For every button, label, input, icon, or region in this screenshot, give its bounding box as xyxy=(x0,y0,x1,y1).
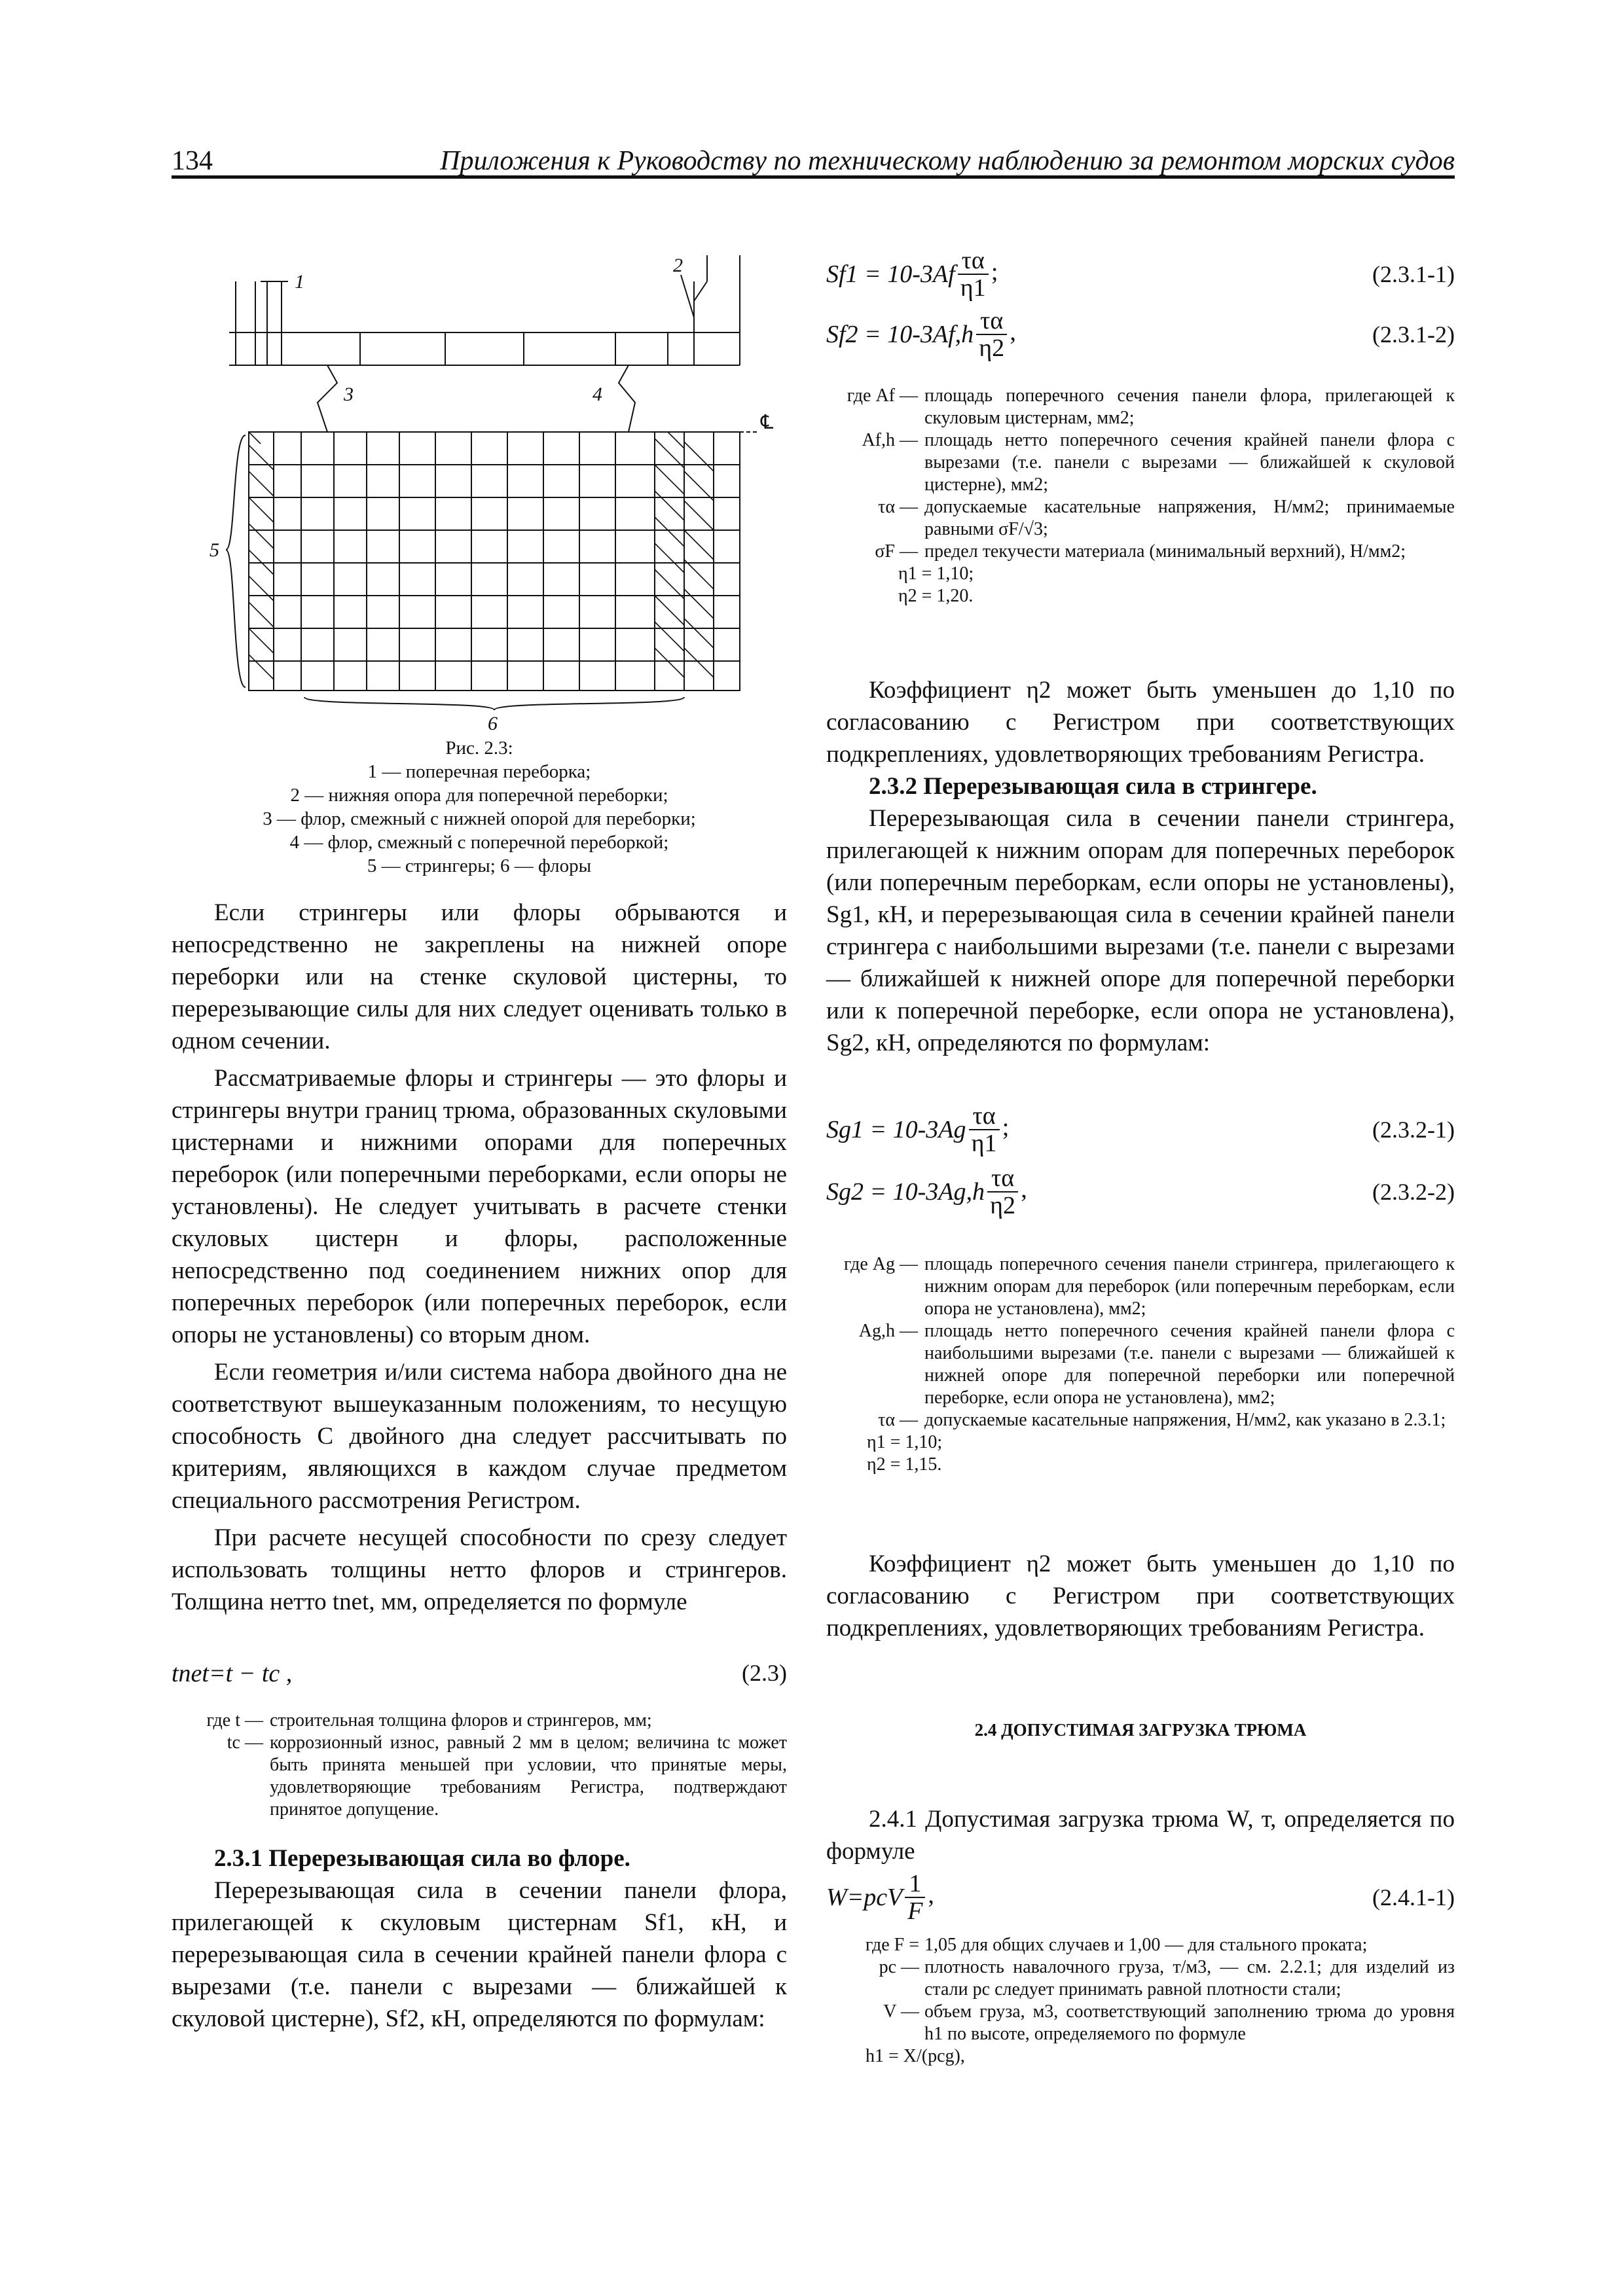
definition-item xyxy=(826,1934,1455,1956)
page-number: 134 xyxy=(172,146,213,176)
denominator: η2 xyxy=(990,1192,1016,1219)
denominator: η1 xyxy=(971,1130,997,1157)
definition-item xyxy=(826,2045,1455,2068)
def-label: где F = xyxy=(865,1935,919,1955)
def-text: допускаемые касательные напряжения, Н/мм2, как указано в 2.3.1; xyxy=(924,1410,1446,1430)
paragraph: Если геометрия и/или система набора двойного дна не соответствуют вышеуказанным положениям, то несущую способность C двойного дна следует рассчитывать по критериям, являющихся в каждом случае предметом специального рассмотрения Регистром. xyxy=(172,1359,787,1514)
centerline-symbol: ℄ xyxy=(761,412,774,433)
def-text: η2 = 1,20. xyxy=(898,586,974,606)
paragraph: Рассматриваемые флоры и стрингеры — это флоры и стрингеры внутри границ трюма, образованных скуловыми цистернами и нижними опорами для поперечных переборок (или поперечными переборками, если опоры не установлены). Не следует учитывать в расчете стенки скуловых цистерн и флоры, расположенные непосредственно под соединением нижних опор для поперечных переборок (или поперечных переборок, если опоры не установлены) со вторым дном. xyxy=(172,1065,787,1348)
def-text: объем груза, м3, соответствующий заполнению трюма до уровня h1 по высоте, определяемого по формуле xyxy=(924,2001,1455,2044)
def-label: tc — xyxy=(227,1732,263,1753)
def-label: Af,h — xyxy=(862,430,918,450)
fig-label-5: 5 xyxy=(210,539,219,561)
def-text: плотность навалочного груза, т/м3, — см. 2.2.1; для изделий из стали pc следует принимать равной плотности стали; xyxy=(924,1957,1455,2000)
paragraph: Перерезывающая сила в сечении панели стрингера, прилегающей к нижним опорам для поперечных переборок (или поперечным переборкам, если опоры не установлены), Sg1, кН, и перерезывающая сила в сечении крайней панели стрингера с наибольшими вырезами (т.е. панели с вырезами — ближайшей к нижней опоре для поперечной переборки или к поперечной переборке, если опора не установлена), Sg2, кН, определяются по формулам: xyxy=(826,805,1455,1056)
formula-number: (2.3) xyxy=(742,1660,787,1686)
denominator: F xyxy=(907,1897,923,1925)
formula-number: (2.3.2-1) xyxy=(1372,1117,1455,1143)
fraction xyxy=(976,308,1007,361)
definition-item xyxy=(172,1732,787,1821)
definitions-2-3-1 xyxy=(826,385,1455,607)
definitions-2-4-1 xyxy=(826,1934,1455,2068)
figure-caption xyxy=(172,736,787,878)
numerator: τα xyxy=(976,308,1007,335)
caption-line: 5 — стрингеры; 6 — флоры xyxy=(367,855,592,876)
definition-item xyxy=(826,541,1455,563)
denominator: η1 xyxy=(960,274,986,302)
section-2-4-heading: 2.4 ДОПУСТИМАЯ ЗАГРУЗКА ТРЮМА xyxy=(974,1720,1307,1740)
def-label: V — xyxy=(883,2001,919,2022)
section-heading: 2.3.1 Перерезывающая сила во флоре. xyxy=(214,1845,630,1872)
formula-tail: , xyxy=(928,1881,934,1909)
caption-line: 4 — флор, смежный с поперечной переборкой; xyxy=(289,832,669,853)
def-text: строительная толщина флоров и стрингеров, мм; xyxy=(270,1710,652,1731)
formula-number: (2.3.1-2) xyxy=(1372,321,1455,348)
def-label: σF — xyxy=(875,541,918,562)
numerator: τα xyxy=(987,1165,1018,1193)
caption-title: Рис. 2.3: xyxy=(445,738,513,759)
def-label: pc — xyxy=(879,1957,919,1977)
definition-item xyxy=(826,563,1455,585)
definition-item xyxy=(826,496,1455,541)
fig-label-6: 6 xyxy=(488,713,498,733)
def-text: η2 = 1,15. xyxy=(867,1454,942,1475)
def-text: 1,05 для общих случаев и 1,00 — для стального проката; xyxy=(924,1935,1368,1955)
def-text: допускаемые касательные напряжения, Н/мм2; принимаемые равными σF/√3; xyxy=(924,497,1455,539)
fig-label-2: 2 xyxy=(673,255,683,276)
formula-2-3-1-1 xyxy=(826,247,1455,306)
definition-item xyxy=(172,1710,787,1732)
section-heading: 2.3.2 Перерезывающая сила в стрингере. xyxy=(869,773,1317,800)
formula-2-4-1-1 xyxy=(826,1871,1455,1929)
definition-item xyxy=(826,2001,1455,2045)
definition-item xyxy=(826,1431,1455,1454)
formula-number: (2.4.1-1) xyxy=(1372,1884,1455,1910)
figure-2-3 xyxy=(196,249,786,733)
definition-item xyxy=(826,1409,1455,1431)
left-column xyxy=(172,897,787,1618)
definitions-2-3-2 xyxy=(826,1253,1455,1476)
formula-tail: ; xyxy=(1002,1113,1010,1141)
caption-line: 2 — нижняя опора для поперечной переборки; xyxy=(290,785,668,806)
right-text-block-2 xyxy=(826,1548,1455,1644)
def-label: где t — xyxy=(206,1710,263,1731)
def-label: τα — xyxy=(878,1410,918,1430)
formula-number: (2.3.1-1) xyxy=(1372,261,1455,287)
page-header xyxy=(172,145,1455,179)
caption-line: 1 — поперечная переборка; xyxy=(367,761,591,782)
def-label: τα — xyxy=(878,497,918,517)
formula-lhs: Sf1 = 10-3Af xyxy=(826,260,955,288)
formula-body: tnet=t − tc , xyxy=(172,1660,293,1687)
paragraph: Коэффициент η2 может быть уменьшен до 1,10 по согласованию с Регистром при соответствующих подкреплениях, удовлетворяющих требованиям Регистра. xyxy=(826,677,1455,768)
def-label: где Ag — xyxy=(844,1254,918,1274)
right-text-block-1 xyxy=(826,674,1455,1059)
fig-label-1: 1 xyxy=(295,271,304,293)
paragraph: 2.4.1 Допустимая загрузка трюма W, т, определяется по формуле xyxy=(826,1806,1455,1865)
running-title: Приложения к Руководству по техническому наблюдению за ремонтом морских судов xyxy=(440,146,1455,176)
fraction xyxy=(905,1871,925,1924)
numerator: τα xyxy=(969,1103,1000,1130)
numerator: 1 xyxy=(905,1871,925,1898)
denominator: η2 xyxy=(979,334,1005,362)
definition-item xyxy=(826,585,1455,607)
numerator: τα xyxy=(958,247,989,275)
formula-number: (2.3.2-2) xyxy=(1372,1179,1455,1205)
definition-item xyxy=(826,1253,1455,1320)
fraction xyxy=(958,247,989,301)
formula-lhs: Sg1 = 10-3Ag xyxy=(826,1116,966,1143)
formula-lhs: W=pcV xyxy=(826,1884,903,1911)
paragraph-2-4-1 xyxy=(826,1803,1455,1867)
def-text: площадь поперечного сечения панели флора, прилегающей к скуловым цистернам, мм2; xyxy=(924,386,1455,428)
definition-item xyxy=(826,1454,1455,1476)
fig-label-3: 3 xyxy=(344,384,354,405)
def-text: h1 = X/(pcg), xyxy=(866,2046,965,2066)
definition-item xyxy=(826,1956,1455,2001)
caption-line: 3 — флор, смежный с нижней опорой для переборки; xyxy=(263,808,696,829)
section-2-3-1 xyxy=(172,1842,787,2035)
def-text: коррозионный износ, равный 2 мм в целом; величина tc может быть принята меньшей при условии, что принятые меры, удовлетворяющие требованиям Регистра, подтверждают принятое допущение. xyxy=(270,1732,787,1820)
fraction xyxy=(987,1165,1018,1219)
fig-label-4: 4 xyxy=(593,384,602,405)
formula-2-3-1-2 xyxy=(826,308,1455,367)
formula-2-3-2-2 xyxy=(826,1165,1455,1224)
formula-2-3-2-1 xyxy=(826,1103,1455,1162)
def-label: где Af — xyxy=(847,386,918,406)
paragraph: При расчете несущей способности по срезу следует использовать толщины нетто флоров и стрингеров. Толщина нетто tnet, мм, определяется по формуле xyxy=(172,1524,787,1615)
def-label: Ag,h — xyxy=(858,1321,918,1341)
def-text: η1 = 1,10; xyxy=(867,1432,943,1452)
def-text: площадь поперечного сечения панели стрингера, прилегающего к нижним опорам для переборок (или поперечным переборкам, если опора не установлена), мм2; xyxy=(924,1254,1455,1319)
formula-tail: , xyxy=(1010,318,1016,346)
definition-item xyxy=(826,1320,1455,1409)
definition-item xyxy=(826,385,1455,429)
fraction xyxy=(969,1103,1000,1157)
formula-tail: ; xyxy=(991,258,998,286)
formula-lhs: Sg2 = 10-3Ag,h xyxy=(826,1178,985,1206)
paragraph: Коэффициент η2 может быть уменьшен до 1,10 по согласованию с Регистром при соответствующих подкреплениях, удовлетворяющих требованиям Регистра. xyxy=(826,1551,1455,1641)
formula-tail: , xyxy=(1021,1175,1027,1204)
def-text: площадь нетто поперечного сечения крайней панели флора с наибольшими вырезами (т.е. панели с вырезами — ближайшей к нижней опоре для поперечной переборки или поперечной переборке, если опора не установлена), мм2; xyxy=(924,1321,1455,1408)
definitions-2-3 xyxy=(172,1710,787,1821)
paragraph: Если стрингеры или флоры обрываются и непосредственно не закреплены на нижней опоре переборки или на стенке скуловой цистерны, то перерезывающие силы для них следует оценивать только в одном сечении. xyxy=(172,899,787,1054)
formula-lhs: Sf2 = 10-3Af,h xyxy=(826,321,974,348)
paragraph: Перерезывающая сила в сечении панели флора, прилегающей к скуловым цистернам Sf1, кН, и перерезывающая сила в сечении крайней панели флора с вырезами (т.е. панели с вырезами — ближайшей к скуловой цистерне), Sf2, кН, определяются по формулам: xyxy=(172,1877,787,2032)
def-text: площадь нетто поперечного сечения крайней панели флора с вырезами (т.е. панели с вырезами — ближайшей к скуловой цистерне), мм2; xyxy=(924,430,1455,495)
def-text: η1 = 1,10; xyxy=(898,564,974,584)
formula-2-3 xyxy=(172,1659,787,1692)
double-bottom-grid xyxy=(249,432,740,691)
def-text: предел текучести материала (минимальный верхний), Н/мм2; xyxy=(924,541,1406,562)
definition-item xyxy=(826,429,1455,496)
